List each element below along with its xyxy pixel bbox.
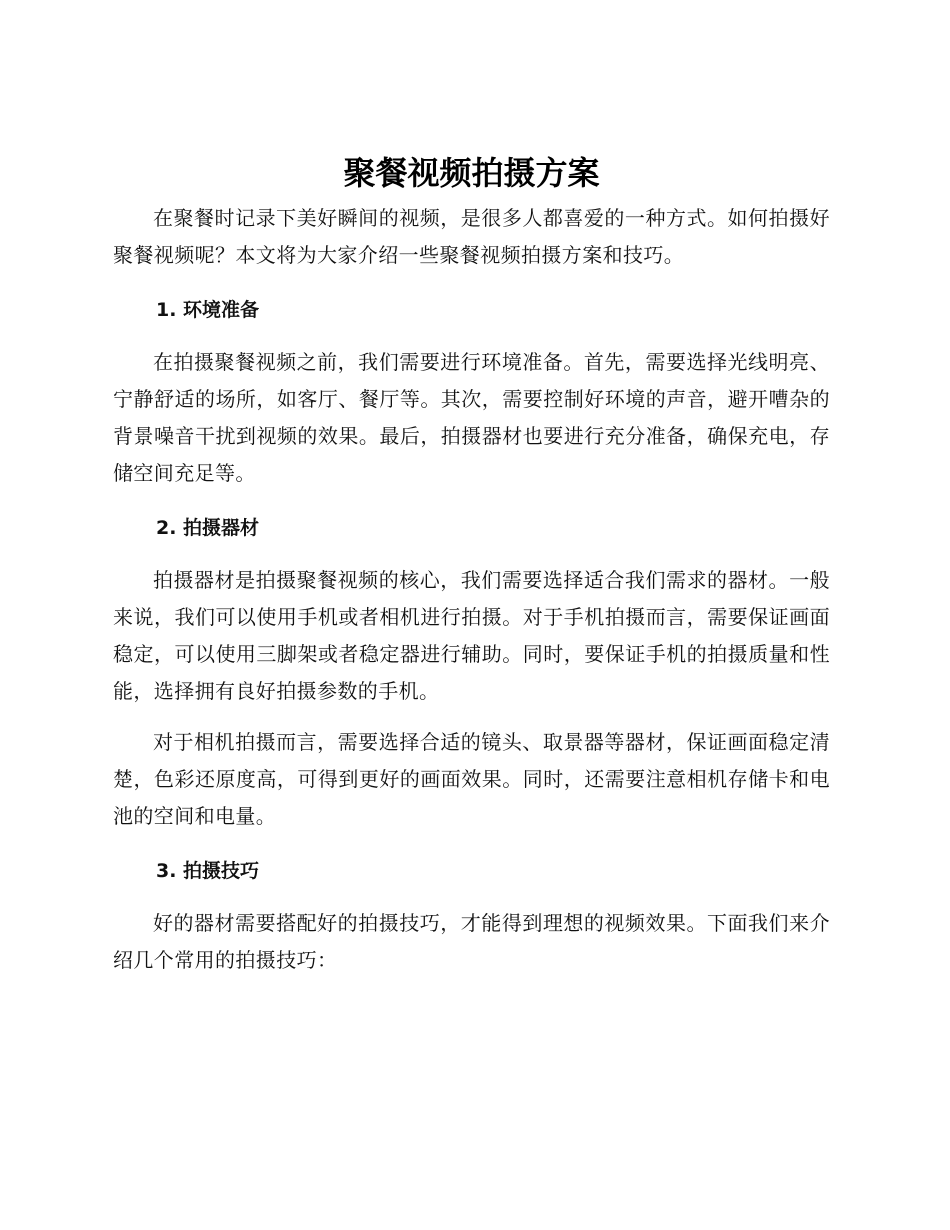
section-paragraph: 对于相机拍摄而言，需要选择合适的镜头、取景器等器材，保证画面稳定清楚，色彩还原度高，可得到更好的画面效果。同时，还需要注意相机存储卡和电池的空间和电量。 [113, 730, 830, 828]
section-paragraph: 拍摄器材是拍摄聚餐视频的核心，我们需要选择适合我们需求的器材。一般来说，我们可以使用手机或者相机进行拍摄。对于手机拍摄而言，需要保证画面稳定，可以使用三脚架或者稳定器进行辅助。同时，要保证手机的拍摄质量和性能，选择拥有良好拍摄参数的手机。 [113, 568, 830, 703]
section-environment [113, 296, 830, 492]
section-heading: 2. 拍摄器材 [156, 517, 260, 539]
section-equipment [113, 514, 830, 835]
section-techniques [113, 857, 830, 979]
intro-paragraph: 在聚餐时记录下美好瞬间的视频，是很多人都喜爱的一种方式。如何拍摄好聚餐视频呢？本文将为大家介绍一些聚餐视频拍摄方案和技巧。 [113, 206, 830, 267]
document-page [113, 150, 830, 979]
section-paragraph: 好的器材需要搭配好的拍摄技巧，才能得到理想的视频效果。下面我们来介绍几个常用的拍摄技巧： [113, 911, 830, 972]
page-title: 聚餐视频拍摄方案 [343, 154, 600, 192]
section-paragraph: 在拍摄聚餐视频之前，我们需要进行环境准备。首先，需要选择光线明亮、宁静舒适的场所，如客厅、餐厅等。其次，需要控制好环境的声音，避开嘈杂的背景噪音干扰到视频的效果。最后，拍摄器材也要进行充分准备，确保充电，存储空间充足等。 [113, 350, 830, 485]
section-heading: 3. 拍摄技巧 [156, 860, 260, 882]
section-heading: 1. 环境准备 [156, 299, 260, 321]
